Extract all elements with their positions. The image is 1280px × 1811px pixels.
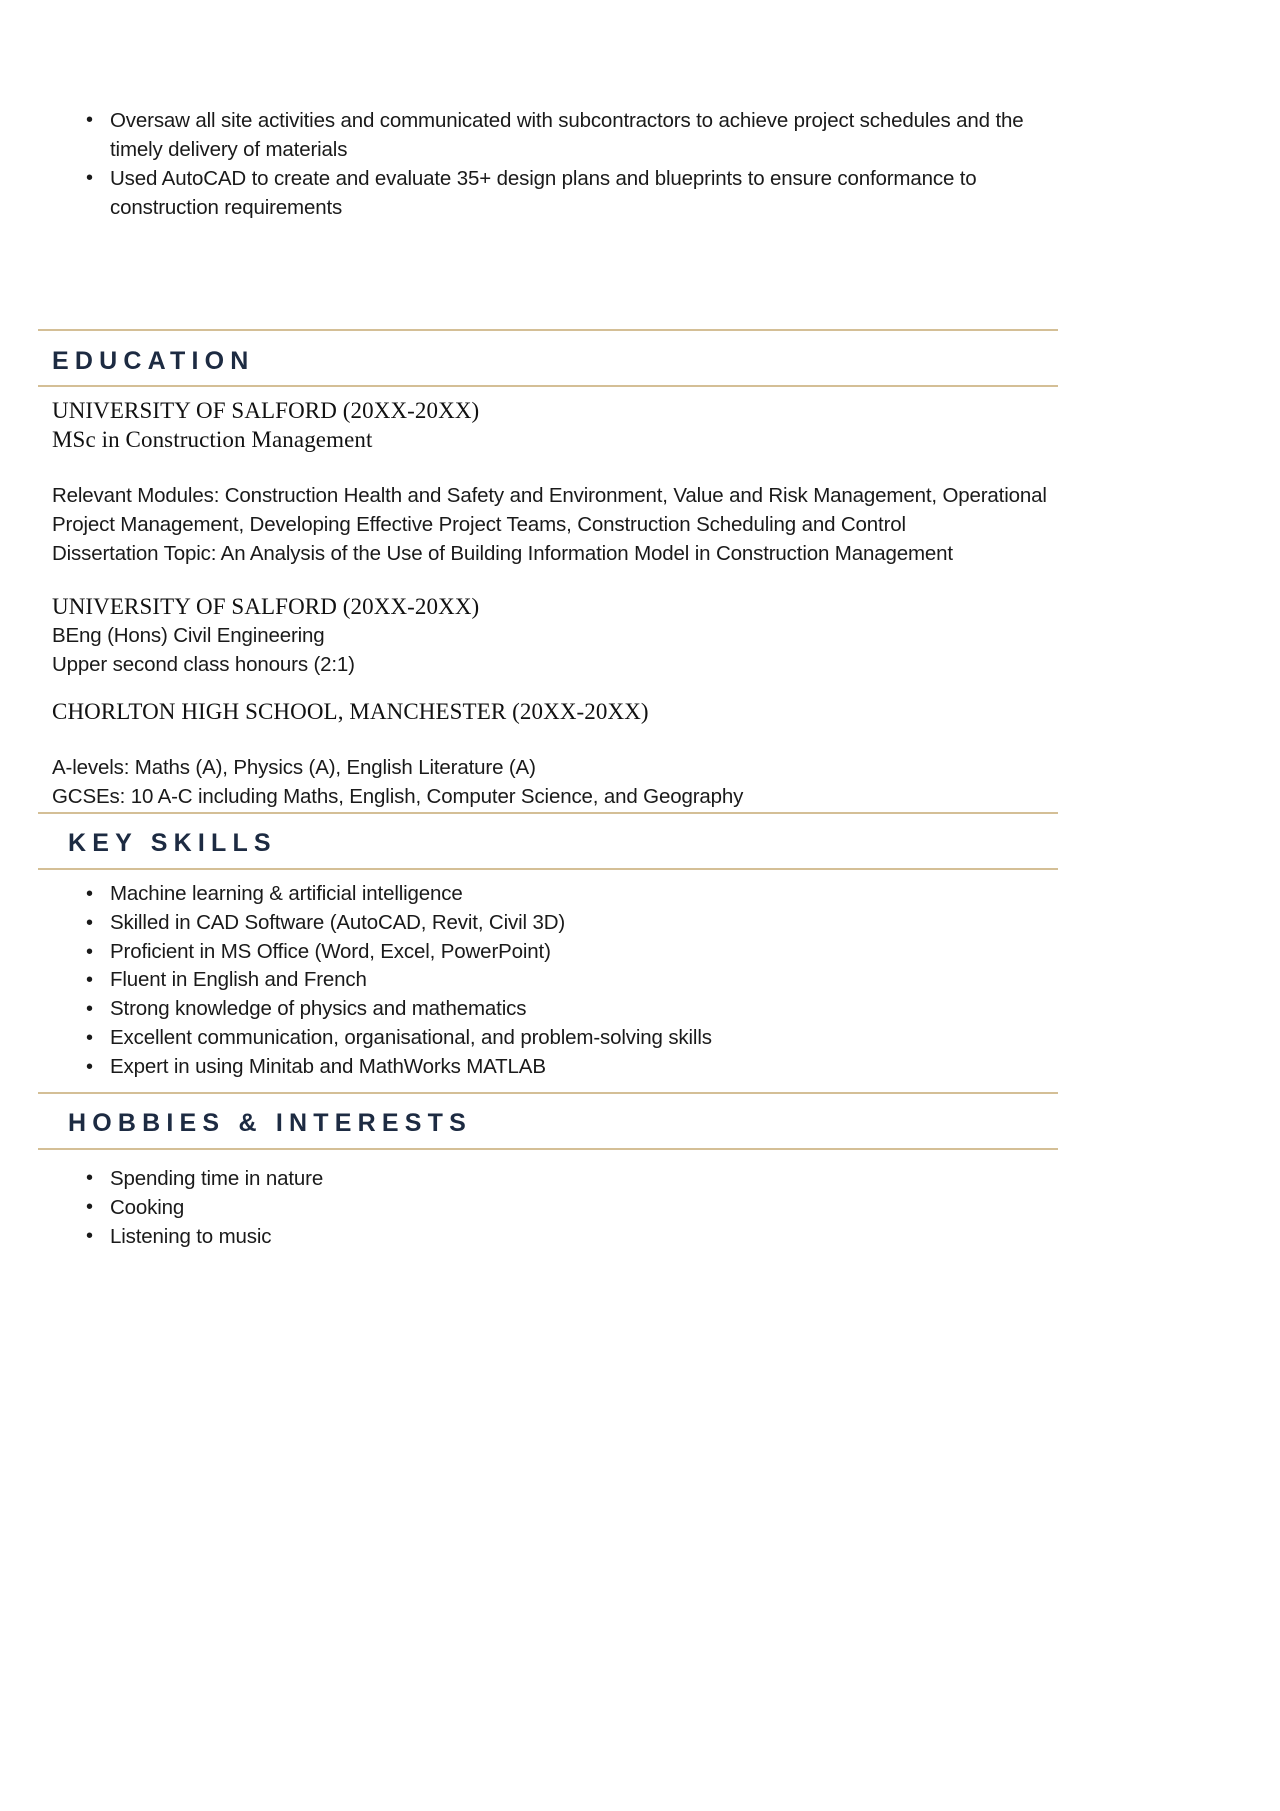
education-detail: GCSEs: 10 A-C including Maths, English, Computer Science, and Geography	[52, 785, 744, 808]
hobby-text: Spending time in nature	[110, 1167, 324, 1190]
bullet-icon: •	[86, 998, 93, 1021]
experience-bullet-text: Oversaw all site activities and communicated with subcontractors to achieve project schedules and the timely delivery of materials	[110, 109, 1024, 161]
bullet-icon: •	[86, 1055, 93, 1078]
section-header-hobbies-interests	[38, 1092, 1058, 1150]
bullet-icon: •	[86, 1167, 93, 1189]
education-qualification: MSc in Construction Management	[52, 427, 373, 452]
section-title: HOBBIES & INTERESTS	[68, 1109, 472, 1137]
skill-text: Fluent in English and French	[110, 968, 367, 992]
bullet-icon: •	[86, 940, 93, 963]
education-detail: Upper second class honours (2:1)	[52, 653, 355, 676]
skill-text: Excellent communication, organisational, and problem-solving skills	[110, 1025, 712, 1049]
education-detail: Relevant Modules: Construction Health and Safety and Environment, Value and Risk Management, Operational Project Management, Developing Effective Project Teams, Construction Scheduling and Control	[52, 484, 1047, 536]
list-item	[52, 909, 1012, 938]
bullet-icon: •	[86, 1026, 93, 1049]
education-entry	[52, 697, 1062, 811]
section-header-key-skills	[38, 812, 1058, 870]
spacer	[52, 726, 1062, 753]
list-item	[52, 1053, 1012, 1082]
bullet-icon: •	[86, 883, 93, 905]
list-item	[52, 1024, 1012, 1053]
skill-text: Expert in using Minitab and MathWorks MATLAB	[110, 1054, 546, 1078]
bullet-icon: •	[86, 911, 93, 934]
experience-bullet-text: Used AutoCAD to create and evaluate 35+ design plans and blueprints to ensure conformance to construction requirements	[110, 167, 977, 219]
hobby-text: Cooking	[110, 1196, 185, 1219]
education-institution: UNIVERSITY OF SALFORD (20XX-20XX)	[52, 398, 480, 423]
education-detail: Dissertation Topic: An Analysis of the Use of Building Information Model in Construction Management	[52, 542, 953, 565]
bullet-icon: •	[86, 1225, 93, 1247]
education-entry	[52, 396, 1062, 568]
list-item	[52, 1193, 852, 1222]
skill-text: Skilled in CAD Software (AutoCAD, Revit, Civil 3D)	[110, 910, 566, 934]
bullet-icon: •	[86, 969, 93, 992]
section-title: EDUCATION	[52, 347, 255, 375]
list-item	[52, 880, 1012, 909]
list-item	[52, 106, 1052, 164]
list-item	[52, 966, 1012, 995]
key-skills-list	[52, 880, 1012, 1082]
skill-text: Machine learning & artificial intelligence	[110, 882, 463, 905]
education-institution: CHORLTON HIGH SCHOOL, MANCHESTER (20XX-20XX)	[52, 699, 649, 724]
bullet-icon: •	[86, 167, 93, 189]
list-item	[52, 1222, 852, 1251]
list-item	[52, 164, 1052, 222]
list-item	[52, 938, 1012, 967]
bullet-icon: •	[86, 1196, 93, 1218]
experience-bullet-list	[52, 106, 1052, 222]
skill-text: Proficient in MS Office (Word, Excel, PowerPoint)	[110, 939, 551, 963]
education-institution: UNIVERSITY OF SALFORD (20XX-20XX)	[52, 594, 480, 619]
hobbies-list	[52, 1164, 852, 1251]
section-title: KEY SKILLS	[68, 829, 277, 857]
section-header-education	[38, 329, 1058, 387]
list-item	[52, 995, 1012, 1024]
education-detail: A-levels: Maths (A), Physics (A), English Literature (A)	[52, 756, 536, 779]
hobby-text: Listening to music	[110, 1225, 272, 1248]
list-item	[52, 1164, 852, 1193]
education-qualification: BEng (Hons) Civil Engineering	[52, 624, 325, 647]
skill-text: Strong knowledge of physics and mathematics	[110, 997, 527, 1021]
spacer	[52, 454, 1062, 481]
education-entry	[52, 592, 1062, 679]
bullet-icon: •	[86, 109, 93, 131]
